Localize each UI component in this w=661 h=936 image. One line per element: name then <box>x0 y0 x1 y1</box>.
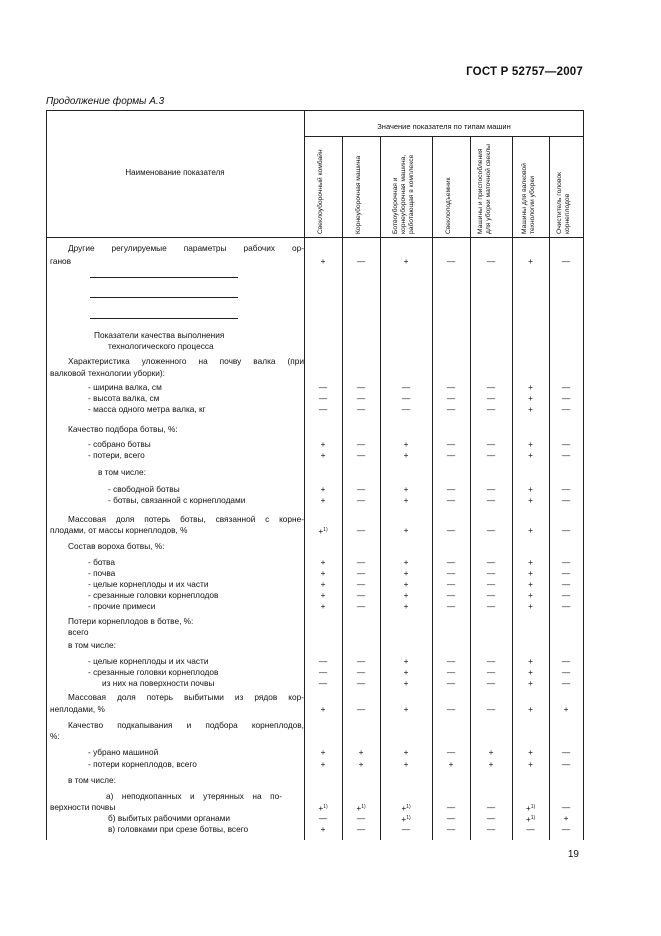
column-header: Свеклоподъемник <box>445 177 452 234</box>
value-mark: — <box>526 824 535 834</box>
value-mark: + <box>528 525 533 535</box>
row-label: Качество подкапывания и подбора корнеплодов, <box>68 720 304 730</box>
value-mark: — <box>561 824 571 834</box>
machine-type-header: Значение показателя по типам машин <box>377 122 511 131</box>
value-mark: — <box>561 568 571 578</box>
value-mark: — <box>401 404 411 414</box>
row-label: %: <box>50 731 60 741</box>
value-mark: — <box>446 557 456 567</box>
column-border <box>512 136 513 840</box>
table-row <box>46 747 583 758</box>
value-mark: — <box>486 557 496 567</box>
value-mark: + <box>403 656 409 666</box>
row-label: в том числе: <box>68 640 116 650</box>
row-label: всего <box>68 627 89 637</box>
value-mark: — <box>446 579 456 589</box>
value-mark: + <box>528 382 533 392</box>
value-mark: — <box>446 824 456 834</box>
row-label: - ширина валка, см <box>88 382 162 392</box>
value-mark: + <box>528 495 533 505</box>
table-row <box>46 393 583 404</box>
value-mark: — <box>561 557 571 567</box>
value-mark: — <box>446 704 456 714</box>
row-label: - ботва <box>88 557 115 567</box>
table-row <box>46 330 583 341</box>
row-label: Другие регулируемые параметры рабочих ор- <box>68 243 304 253</box>
value-mark: — <box>561 256 571 266</box>
value-mark: — <box>356 568 366 578</box>
column-header: Ботвоуборочная и корнеуборочная машина, работающая в комплексе <box>392 154 415 234</box>
table-row <box>46 759 583 770</box>
value-mark: — <box>446 450 456 460</box>
value-mark: +$^{1)}$ <box>401 803 411 813</box>
row-label: - собрано ботвы <box>88 439 151 449</box>
value-mark: + <box>320 590 326 600</box>
value-mark: — <box>486 678 496 688</box>
table-right-border <box>583 110 584 840</box>
value-mark: — <box>446 439 456 449</box>
machine-header-border <box>305 136 583 137</box>
value-mark: — <box>356 525 366 535</box>
value-mark: — <box>446 667 456 677</box>
value-mark: + <box>403 568 409 578</box>
table-row <box>46 616 583 627</box>
value-mark: + <box>563 813 569 823</box>
value-mark: — <box>486 590 496 600</box>
value-mark: + <box>403 579 409 589</box>
value-mark: + <box>528 579 533 589</box>
value-mark: + <box>403 484 409 494</box>
row-label: - срезанные головки корнеплодов <box>88 667 219 677</box>
value-mark: — <box>446 747 456 757</box>
row-label: - целые корнеплоды и их части <box>88 579 209 589</box>
value-mark: — <box>446 802 456 812</box>
value-mark: — <box>486 667 496 677</box>
value-mark: + <box>403 759 409 769</box>
value-mark: — <box>486 704 496 714</box>
value-mark: + <box>528 484 533 494</box>
table-row <box>46 243 583 254</box>
value-mark: + <box>528 557 533 567</box>
row-label: Качество подбора ботвы, %: <box>68 424 178 434</box>
value-mark: + <box>403 704 409 714</box>
value-mark: + <box>320 824 326 834</box>
row-label: в том числе: <box>68 775 116 785</box>
row-label: верхности почвы <box>50 802 116 812</box>
column-header: Свеклоуборочный комбайн <box>317 149 324 234</box>
value-mark: — <box>356 601 366 611</box>
value-mark: — <box>356 579 366 589</box>
table-row <box>46 368 583 379</box>
value-mark: — <box>561 404 571 414</box>
value-mark: — <box>318 813 328 823</box>
value-mark: — <box>486 813 496 823</box>
value-mark: — <box>561 759 571 769</box>
value-mark: — <box>356 656 366 666</box>
row-label: - прочие примеси <box>88 601 156 611</box>
table-row <box>46 627 583 638</box>
column-header: Машины и приспособления для уборки маточной свеклы <box>477 144 492 234</box>
value-mark: + <box>320 747 326 757</box>
value-mark: — <box>561 678 571 688</box>
table-row <box>46 541 583 552</box>
value-mark: + <box>403 667 409 677</box>
value-mark: + <box>320 495 326 505</box>
table-row <box>46 568 583 579</box>
value-mark: + <box>528 747 533 757</box>
value-mark: — <box>318 404 328 414</box>
value-mark: — <box>318 393 328 403</box>
table-row <box>46 590 583 601</box>
table-row <box>46 656 583 667</box>
value-mark: — <box>486 824 496 834</box>
value-mark: +$^{1)}$ <box>525 814 536 824</box>
value-mark: — <box>446 813 456 823</box>
table-row <box>46 525 583 536</box>
value-mark: +$^{1)}$ <box>318 526 328 536</box>
value-mark: + <box>320 484 326 494</box>
value-mark: — <box>356 450 366 460</box>
value-mark: + <box>528 601 533 611</box>
table-row <box>46 514 583 525</box>
value-mark: + <box>528 404 533 414</box>
value-mark: — <box>486 601 496 611</box>
value-mark: + <box>320 568 326 578</box>
column-border <box>549 136 550 840</box>
table-row <box>46 731 583 742</box>
value-mark: — <box>486 802 496 812</box>
value-mark: + <box>320 450 326 460</box>
value-mark: + <box>528 678 533 688</box>
value-mark: — <box>446 393 456 403</box>
value-mark: — <box>356 590 366 600</box>
value-mark: — <box>561 393 571 403</box>
value-mark: — <box>446 568 456 578</box>
value-mark: + <box>528 656 533 666</box>
table-row <box>46 824 583 835</box>
row-label: Состав вороха ботвы, %: <box>68 541 165 551</box>
value-mark: — <box>446 382 456 392</box>
table-row <box>46 704 583 715</box>
table-row <box>46 640 583 651</box>
value-mark: — <box>318 678 328 688</box>
row-label: в том числе: <box>98 467 146 477</box>
indicator-table <box>46 110 583 840</box>
column-border <box>380 136 381 840</box>
value-mark: + <box>488 747 494 757</box>
value-mark: +$^{1)}$ <box>401 814 411 824</box>
value-mark: + <box>403 590 409 600</box>
value-mark: — <box>561 601 571 611</box>
header-bottom-border <box>46 237 583 238</box>
table-row <box>46 495 583 506</box>
table-row <box>46 678 583 689</box>
value-mark: — <box>561 579 571 589</box>
row-label: неплодами, % <box>50 704 105 714</box>
value-mark: + <box>528 439 533 449</box>
value-mark: — <box>401 393 411 403</box>
table-row <box>46 557 583 568</box>
row-label: - потери, всего <box>88 450 145 460</box>
value-mark: + <box>403 495 409 505</box>
value-mark: +$^{1)}$ <box>318 803 328 813</box>
value-mark: — <box>561 450 571 460</box>
value-mark: + <box>528 667 533 677</box>
value-mark: + <box>403 256 409 266</box>
value-mark: — <box>356 824 366 834</box>
table-row <box>46 424 583 435</box>
row-label: Потери корнеплодов в ботве, %: <box>68 616 194 626</box>
value-mark: — <box>446 256 456 266</box>
value-mark: — <box>356 704 366 714</box>
value-mark: — <box>486 495 496 505</box>
table-row <box>46 720 583 731</box>
value-mark: + <box>488 759 494 769</box>
value-mark: — <box>561 802 571 812</box>
value-mark: + <box>528 704 533 714</box>
value-mark: + <box>563 704 569 714</box>
value-mark: — <box>486 484 496 494</box>
value-mark: — <box>486 256 496 266</box>
value-mark: — <box>356 813 366 823</box>
blank-entry-line <box>90 277 238 278</box>
value-mark: + <box>403 601 409 611</box>
row-label: Характеристика уложенного на почву валка (при <box>68 356 304 366</box>
value-mark: — <box>561 439 571 449</box>
value-mark: — <box>561 667 571 677</box>
value-mark: — <box>446 525 456 535</box>
value-mark: + <box>358 759 364 769</box>
value-mark: — <box>446 656 456 666</box>
value-mark: — <box>446 590 456 600</box>
value-mark: + <box>320 579 326 589</box>
value-mark: — <box>446 495 456 505</box>
row-label: Показатели качества выполнения <box>94 330 225 340</box>
table-row <box>46 356 583 367</box>
value-mark: + <box>403 525 409 535</box>
column-header: Корнеуборочная машина <box>355 155 362 234</box>
value-mark: — <box>561 382 571 392</box>
row-label: - убрано машиной <box>88 747 159 757</box>
column-header: Машины для валковой технологии уборки <box>520 163 536 234</box>
value-mark: + <box>528 450 533 460</box>
column-header: Очиститель головок корнеплодов <box>556 172 571 234</box>
column-border <box>342 136 343 840</box>
row-label: в) головками при срезе ботвы, всего <box>108 824 249 834</box>
value-mark: + <box>320 759 326 769</box>
row-label: - ботвы, связанной с корнеплодами <box>108 495 246 505</box>
value-mark: + <box>403 678 409 688</box>
table-row <box>46 484 583 495</box>
value-mark: + <box>403 747 409 757</box>
table-row <box>46 467 583 478</box>
row-label: - срезанные головки корнеплодов <box>88 590 219 600</box>
table-row <box>46 791 583 802</box>
value-mark: — <box>561 656 571 666</box>
value-mark: + <box>448 759 454 769</box>
value-mark: — <box>446 678 456 688</box>
value-mark: — <box>356 484 366 494</box>
value-mark: — <box>356 557 366 567</box>
value-mark: — <box>356 667 366 677</box>
value-mark: + <box>320 256 326 266</box>
table-row <box>46 579 583 590</box>
value-mark: — <box>356 256 366 266</box>
table-top-border <box>46 110 583 111</box>
value-mark: + <box>403 557 409 567</box>
value-mark: — <box>486 579 496 589</box>
row-label: - масса одного метра валка, кг <box>88 404 206 414</box>
row-label: - целые корнеплоды и их части <box>88 656 209 666</box>
value-mark: + <box>320 439 326 449</box>
value-mark: — <box>401 824 411 834</box>
value-mark: — <box>318 656 328 666</box>
table-row <box>46 667 583 678</box>
value-mark: — <box>446 404 456 414</box>
value-mark: + <box>358 747 364 757</box>
param-header: Наименование показателя <box>125 168 225 177</box>
value-mark: — <box>486 568 496 578</box>
value-mark: +$^{1)}$ <box>525 803 536 813</box>
value-mark: — <box>561 747 571 757</box>
value-mark: — <box>446 484 456 494</box>
table-row <box>46 601 583 612</box>
value-mark: — <box>486 525 496 535</box>
row-label: - свободной ботвы <box>108 484 180 494</box>
row-label: плодами, от массы корнеплодов, % <box>50 525 188 535</box>
row-label: - потери корнеплодов, всего <box>88 759 197 769</box>
row-label: - почва <box>88 568 116 578</box>
blank-entry-line <box>90 318 238 319</box>
column-border <box>432 136 433 840</box>
form-caption: Продолжение формы А.3 <box>46 96 165 107</box>
row-label: Массовая доля потерь выбитыми из рядов кор- <box>68 692 304 702</box>
value-mark: — <box>356 678 366 688</box>
value-mark: + <box>528 590 533 600</box>
value-mark: — <box>401 382 411 392</box>
value-mark: — <box>356 393 366 403</box>
table-row <box>46 341 583 352</box>
row-label: валковой технологии уборки): <box>50 368 165 378</box>
value-mark: + <box>320 704 326 714</box>
value-mark: — <box>486 656 496 666</box>
row-label: из них на поверхности почвы <box>102 678 215 688</box>
table-row <box>46 450 583 461</box>
row-label: технологического процесса <box>108 341 214 351</box>
value-mark: — <box>486 393 496 403</box>
table-row <box>46 775 583 786</box>
table-row <box>46 256 583 267</box>
document-code: ГОСТ Р 52757—2007 <box>466 66 583 78</box>
table-row <box>46 692 583 703</box>
value-mark: — <box>561 525 571 535</box>
value-mark: — <box>356 404 366 414</box>
table-row <box>46 813 583 824</box>
table-row <box>46 439 583 450</box>
value-mark: + <box>528 393 533 403</box>
value-mark: — <box>486 404 496 414</box>
value-mark: — <box>446 601 456 611</box>
row-label: Массовая доля потерь ботвы, связанной с корне- <box>68 514 304 524</box>
value-mark: — <box>356 495 366 505</box>
value-mark: — <box>486 450 496 460</box>
value-mark: + <box>320 601 326 611</box>
blank-entry-line <box>90 297 238 298</box>
value-mark: — <box>356 439 366 449</box>
value-mark: + <box>403 439 409 449</box>
value-mark: + <box>403 450 409 460</box>
table-row <box>46 802 583 813</box>
row-label: а) неподкопанных и утерянных на по- <box>106 791 282 801</box>
value-mark: — <box>561 484 571 494</box>
page-number: 19 <box>567 849 579 860</box>
row-label: ганов <box>50 256 72 266</box>
value-mark: + <box>528 759 533 769</box>
value-mark: + <box>528 256 533 266</box>
table-row <box>46 382 583 393</box>
value-mark: — <box>318 667 328 677</box>
value-mark: — <box>486 382 496 392</box>
table-row <box>46 404 583 415</box>
value-mark: — <box>561 495 571 505</box>
row-label: б) выбитых рабочими органами <box>108 813 231 823</box>
row-label: - высота валка, см <box>88 393 160 403</box>
value-mark: + <box>320 557 326 567</box>
value-mark: — <box>561 590 571 600</box>
value-mark: — <box>486 439 496 449</box>
value-mark: — <box>318 382 328 392</box>
value-mark: — <box>356 382 366 392</box>
column-border <box>470 136 471 840</box>
value-mark: +$^{1)}$ <box>356 803 366 813</box>
value-mark: + <box>528 568 533 578</box>
